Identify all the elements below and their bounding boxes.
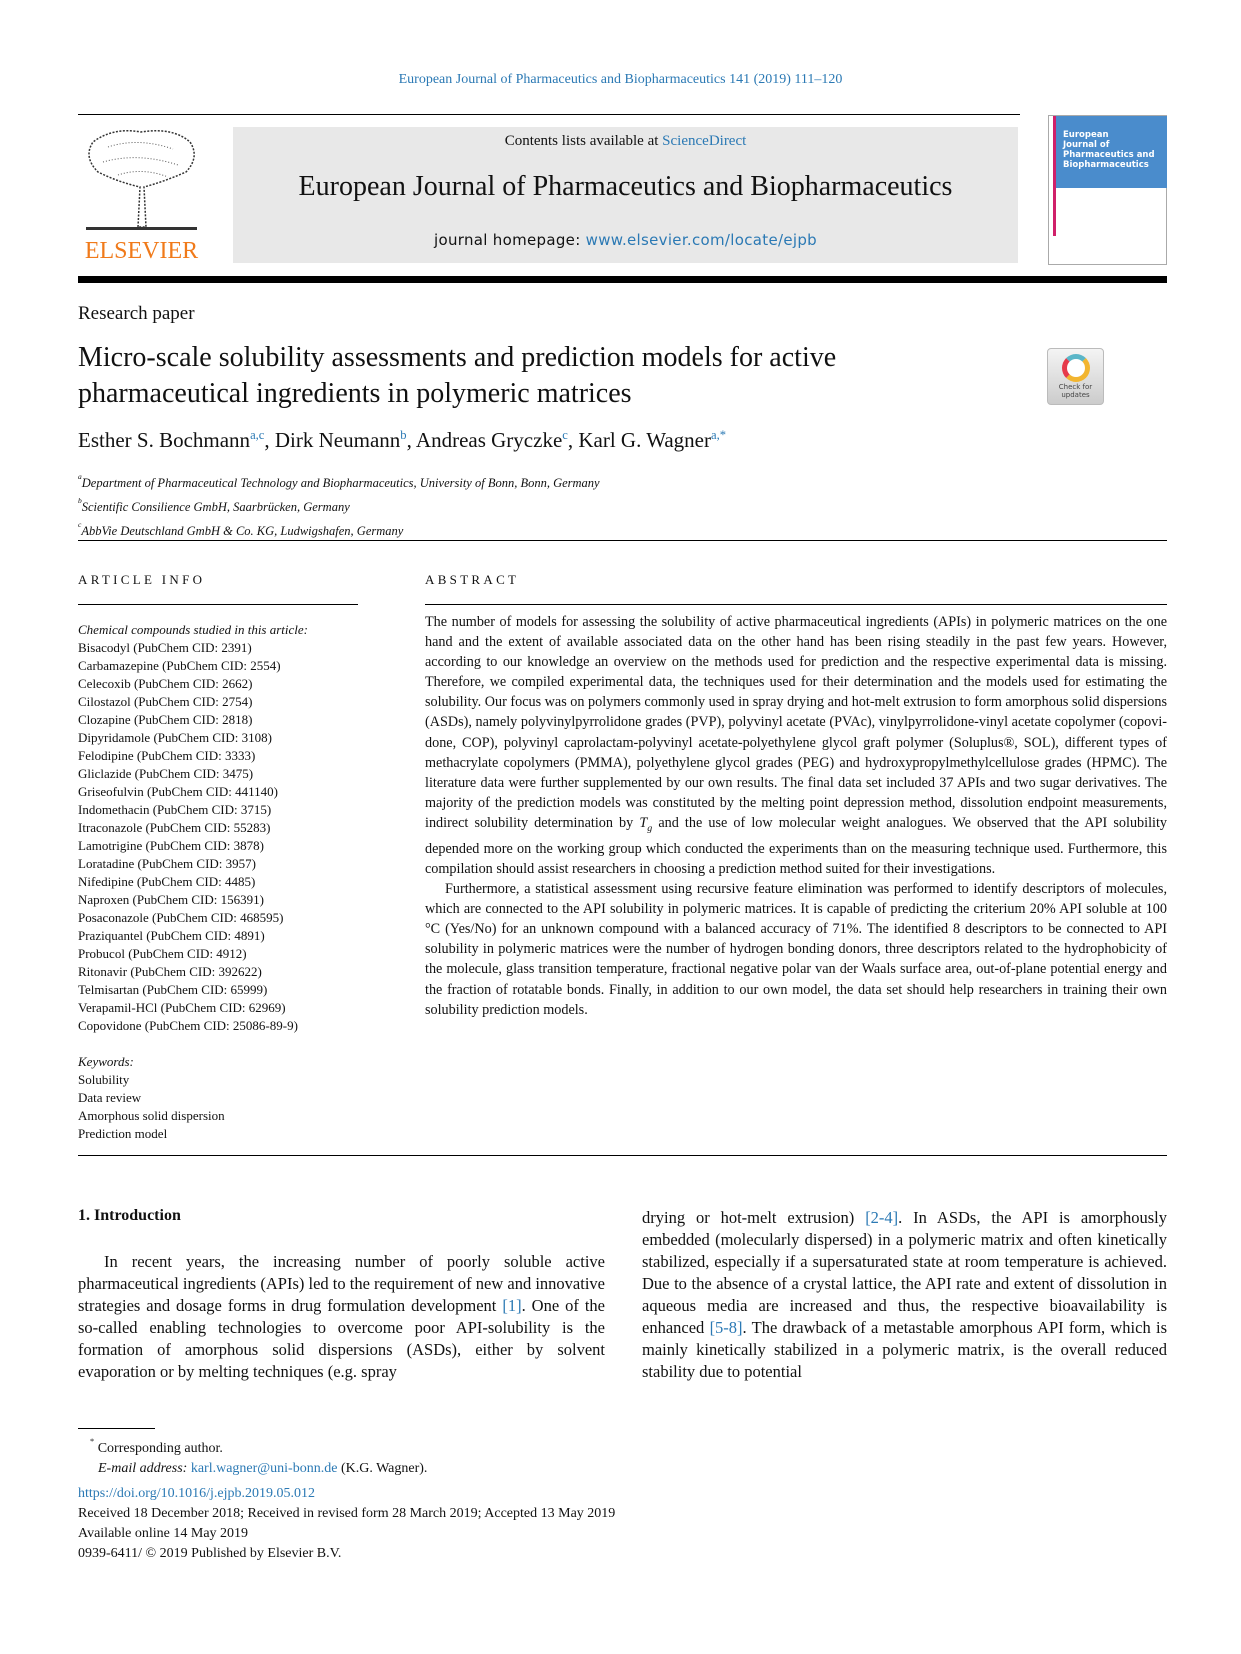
abstract-heading: ABSTRACT — [425, 572, 520, 587]
affiliation — [78, 468, 600, 492]
author-name: Dirk Neumann — [274, 428, 401, 452]
compound-item: Lamotrigine (PubChem CID: 3878) — [78, 838, 264, 853]
author-affil-link[interactable]: a,c — [250, 428, 265, 442]
abstract-rule — [425, 604, 1167, 605]
citation-link[interactable]: [5-8] — [709, 1318, 743, 1337]
tree-icon — [78, 127, 205, 235]
homepage-prefix: journal homepage: — [434, 231, 586, 249]
affil-marker: b — [78, 496, 82, 505]
affil-marker: a — [78, 472, 82, 481]
keyword-list — [78, 1071, 358, 1143]
abstract-paragraph — [425, 612, 1167, 879]
intro-text: In recent years, the increasing number of poorly soluble active pharmaceutical ingredients (APIs) led to the requirement of new and innovative strategies and dosage forms in drug formulation development — [78, 1252, 605, 1315]
journal-header-box — [233, 127, 1018, 263]
intro-text: . In ASDs, the API is amorphously embedded (molecularly dispersed) in a polymeric matrix and often kinetically stabilized, especially if a supersaturated state at room temperature is achieved. Due to the absence of a crystal lattice, the API rate and extent of dissolution in aqueous media are increased and thus, the respective bioavailability is enhanced — [642, 1208, 1167, 1337]
journal-cover-image — [1048, 115, 1167, 265]
compound-item: Nifedipine (PubChem CID: 4485) — [78, 874, 256, 889]
affil-text: AbbVie Deutschland GmbH & Co. KG, Ludwigshafen, Germany — [81, 524, 404, 538]
sciencedirect-link[interactable]: ScienceDirect — [662, 133, 747, 149]
elsevier-wordmark: ELSEVIER — [84, 238, 199, 264]
cover-title-line: Biopharmaceutics — [1063, 160, 1149, 170]
author-affil-link[interactable]: a,* — [710, 428, 727, 442]
compound-item: Copovidone (PubChem CID: 25086-89-9) — [78, 1018, 298, 1033]
cover-title-line: Journal of — [1063, 140, 1110, 150]
footnote-rule — [78, 1428, 155, 1429]
compound-item: Posaconazole (PubChem CID: 468595) — [78, 910, 284, 925]
keywords-label: Keywords: — [78, 1054, 134, 1069]
compound-item: Celecoxib (PubChem CID: 2662) — [78, 676, 253, 691]
article-info — [78, 621, 358, 1143]
elsevier-logo — [78, 127, 205, 265]
email-suffix: (K.G. Wagner). — [337, 1461, 428, 1476]
compound-item: Verapamil-HCl (PubChem CID: 62969) — [78, 1000, 286, 1015]
intro-text: drying or hot-melt extrusion) — [642, 1208, 866, 1227]
compound-item: Itraconazole (PubChem CID: 55283) — [78, 820, 271, 835]
author-affil-link[interactable]: c — [562, 428, 568, 442]
homepage-line — [233, 231, 1018, 249]
received-dates: Received 18 December 2018; Received in revised form 28 March 2019; Accepted 13 May 2019 — [78, 1506, 616, 1521]
info-rule — [78, 604, 358, 605]
compound-item: Griseofulvin (PubChem CID: 441140) — [78, 784, 278, 799]
section-rule — [78, 540, 1167, 541]
section-rule — [78, 1155, 1167, 1156]
compound-item: Clozapine (PubChem CID: 2818) — [78, 712, 253, 727]
footnote — [78, 1432, 427, 1479]
copyright: 0939-6411/ © 2019 Published by Elsevier B.V. — [78, 1546, 342, 1561]
header-rule — [78, 114, 1020, 115]
compound-item: Cilostazol (PubChem CID: 2754) — [78, 694, 253, 709]
article-type: Research paper — [78, 303, 195, 324]
compound-list — [78, 639, 358, 1035]
author-name: Esther S. Bochmann — [78, 428, 251, 452]
compounds-label: Chemical compounds studied in this article: — [78, 622, 309, 637]
affil-text: Department of Pharmaceutical Technology and Biopharmaceutics, University of Bonn, Bonn, Germany — [81, 476, 600, 490]
journal-title: European Journal of Pharmaceutics and Biopharmaceutics — [298, 171, 953, 202]
affil-text: Scientific Consilience GmbH, Saarbrücken, Germany — [81, 500, 350, 514]
homepage-link[interactable]: www.elsevier.com/locate/ejpb — [585, 231, 817, 249]
corresponding-label: Corresponding author. — [97, 1441, 223, 1456]
keyword-item: Solubility — [78, 1072, 130, 1087]
citation-link[interactable]: [1] — [502, 1296, 522, 1315]
abstract-text — [425, 612, 1167, 1020]
affiliation — [78, 492, 600, 516]
email-label: E-mail address: — [98, 1461, 188, 1476]
compound-item: Ritonavir (PubChem CID: 392622) — [78, 964, 262, 979]
abstract-text-part: and the use of low molecular weight analogues. We observed that the API solubility depended more on the working group which conducted the experiments than on the measuring technique used. Furthermore, this compilation should assist researchers in choosing a prediction method suited for their investigations. — [425, 814, 1167, 877]
affiliations — [78, 468, 600, 540]
title-line: Micro-scale solubility assessments and prediction models for active — [78, 342, 837, 373]
abstract-text-part: The number of models for assessing the solubility of active pharmaceutical ingredients (APIs) in polymeric matrices on the one hand and the extent of available associated data on the other hand has been rising steadily in the past few years. However, according to our knowledge an overview on the methods used for prediction and the respective experimental data is missing. Therefore, we compiled experimental data, the techniques used for their determination and the models used for estimating the solubility. Our focus was on polymers commonly used in spray drying and hot-melt extrusion to form amorphous solid dispersions (ASDs), namely polyvinylpyrrolidone grades (PVP), polyvinyl acetate (PVAc), vinylpyrrolidone-vinyl acetate copolymer (copovidone, COP), polyvinyl caprolactam-polyvinyl acetate-polyethylene glycol graft polymer (Soluplus®, SOL), different types of methacrylate copolymers (PMMA), polyethylene glycol grades (PEG) and hydroxypropylmethylcellulose grades (HPMC). The literature data were further supplemented by our own results. The final data set included 37 APIs and two sugar derivatives. The majority of the prediction models was constituted by the melting point depression method, dissolution endpoint measurements, indirect solubility determination by — [425, 614, 1167, 831]
compound-item: Bisacodyl (PubChem CID: 2391) — [78, 640, 252, 655]
email-link[interactable]: karl.wagner@uni-bonn.de — [190, 1461, 338, 1476]
compound-item: Indomethacin (PubChem CID: 3715) — [78, 802, 272, 817]
affil-marker: c — [78, 520, 82, 529]
author-name: Karl G. Wagner — [578, 428, 711, 452]
compound-item: Probucol (PubChem CID: 4912) — [78, 946, 247, 961]
keyword-item: Amorphous solid dispersion — [78, 1108, 225, 1123]
compound-item: Loratadine (PubChem CID: 3957) — [78, 856, 256, 871]
affiliation — [78, 516, 600, 540]
compound-item: Telmisartan (PubChem CID: 65999) — [78, 982, 268, 997]
title-line: pharmaceutical ingredients in polymeric matrices — [78, 378, 632, 409]
compound-item: Felodipine (PubChem CID: 3333) — [78, 748, 256, 763]
thick-header-rule — [78, 276, 1167, 283]
compound-item: Dipyridamole (PubChem CID: 3108) — [78, 730, 272, 745]
cover-title — [1063, 130, 1155, 170]
compound-item: Praziquantel (PubChem CID: 4891) — [78, 928, 265, 943]
citation-link[interactable]: [2-4] — [865, 1208, 899, 1227]
author-name: Andreas Gryczke — [415, 428, 563, 452]
publication-info — [78, 1484, 615, 1564]
bookmark-icon — [1062, 354, 1090, 382]
check-for-updates-button[interactable] — [1047, 348, 1104, 405]
abstract-paragraph: Furthermore, a statistical assessment using recursive feature elimination was performed to identify descriptors of molecules, which are connected to the API solubility in polymeric matrices. It is capable of predicting the criterium 20% API soluble at 100 °C (Yes/No) for an unknown compound with a balanced accuracy of 71%. The identified 8 descriptors to be connected to API solubility in polymeric matrices were the number of hydrogen bonding donors, three descriptors related to the hydrophobicity of the molecule, glass transition temperature, fractional negative polar van der Waals surface area, out-of-plane potential energy and the fraction of rotatable bonds. Finally, in addition to our own model, the data set should help researchers in training their own solubility prediction models. — [425, 881, 1167, 1018]
article-title — [78, 340, 978, 412]
contents-prefix: Contents lists available at — [504, 133, 663, 149]
intro-text: . One of the so-called enabling technologies to overcome poor API-solubility is the formation of amorphous solid dispersions (ASDs), either by solvent evaporation or by melting techniques (e.g. spray — [78, 1296, 605, 1381]
article-info-heading: ARTICLE INFO — [78, 572, 206, 587]
intro-left-column — [78, 1251, 605, 1383]
online-date: Available online 14 May 2019 — [78, 1526, 249, 1541]
compound-item: Naproxen (PubChem CID: 156391) — [78, 892, 264, 907]
intro-right-column — [642, 1207, 1167, 1383]
cover-title-line: Pharmaceutics and — [1063, 150, 1155, 160]
keyword-item: Prediction model — [78, 1126, 168, 1141]
doi-link[interactable]: https://doi.org/10.1016/j.ejpb.2019.05.012 — [78, 1486, 315, 1501]
check-updates-label: Check for updates — [1058, 383, 1093, 399]
footnote-marker: * — [90, 1437, 95, 1446]
compound-item: Gliclazide (PubChem CID: 3475) — [78, 766, 254, 781]
cover-title-line: European — [1063, 130, 1109, 140]
introduction-heading: 1. Introduction — [78, 1207, 181, 1224]
author-affil-link[interactable]: b — [400, 428, 407, 442]
tg-subscript: g — [647, 822, 653, 834]
author-list: Esther S. Bochmann$^{a,c}$, Dirk Neumann$^b$, Andreas Gryczke$^c$, Karl G. Wagner$^{a,*}$ — [78, 428, 727, 452]
tg-symbol: T — [639, 814, 648, 831]
intro-text: . The drawback of a metastable amorphous API form, which is mainly kinetically stabilized in a polymeric matrix, is the overall reduced stability due to potential — [642, 1318, 1167, 1381]
keyword-item: Data review — [78, 1090, 142, 1105]
compound-item: Carbamazepine (PubChem CID: 2554) — [78, 658, 281, 673]
contents-line — [233, 133, 1018, 150]
journal-citation-link[interactable]: European Journal of Pharmaceutics and Biopharmaceutics 141 (2019) 111–120 — [398, 72, 843, 87]
